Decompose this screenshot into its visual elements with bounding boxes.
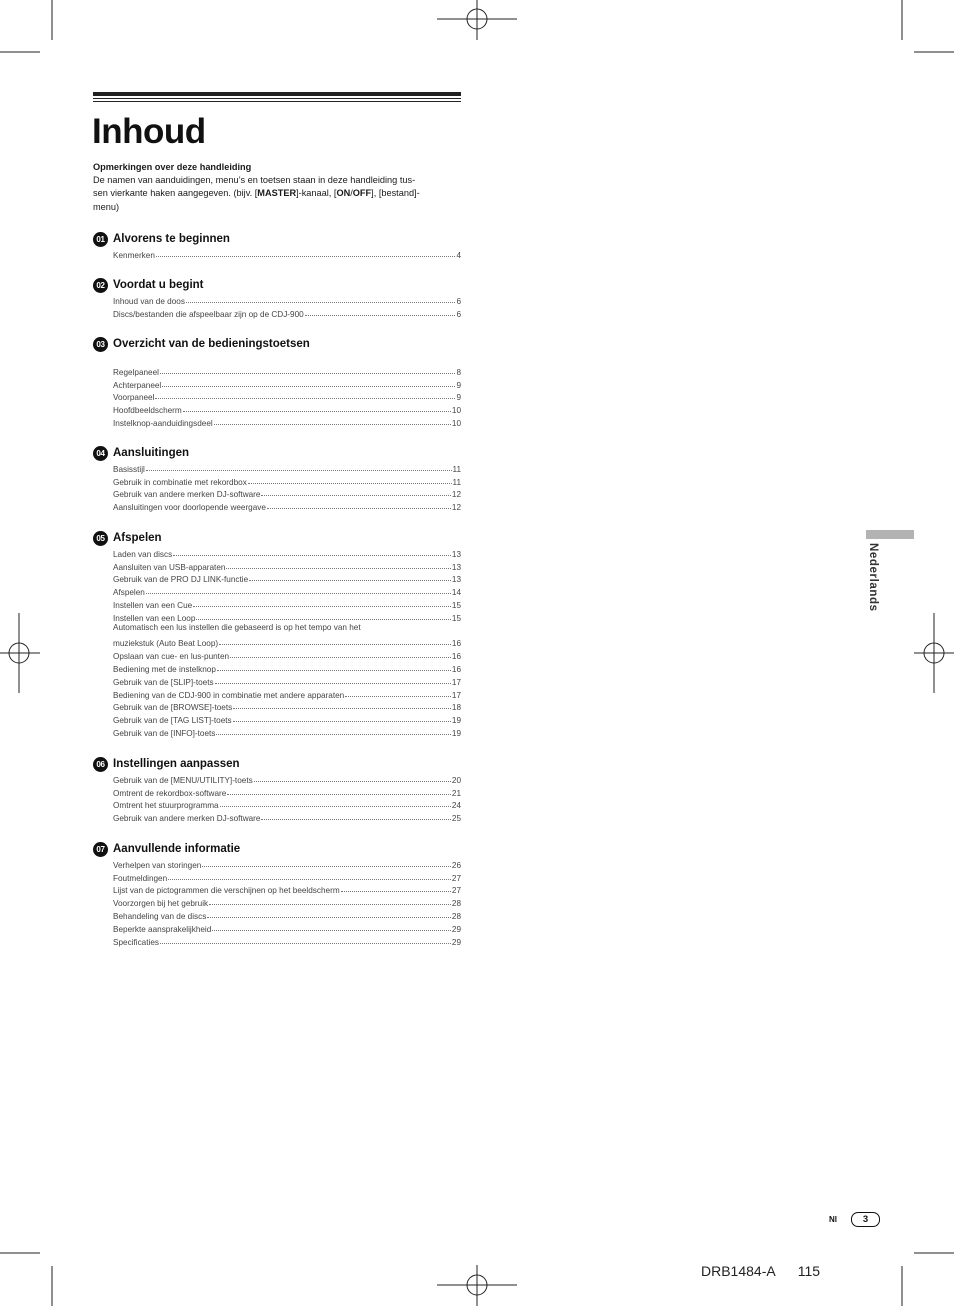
toc-section-07 [93, 841, 461, 947]
toc-entry[interactable]: Opslaan van cue- en lus-punten 16 [113, 652, 461, 662]
toc-entry[interactable]: Achterpaneel 9 [113, 380, 461, 390]
title-rules [93, 92, 461, 102]
toc-entry[interactable]: Gebruik van de PRO DJ LINK-functie 13 [113, 575, 461, 585]
toc-entry[interactable]: Gebruik van de [SLIP]-toets 17 [113, 677, 461, 687]
toc-entry[interactable]: Specificaties 29 [113, 937, 461, 947]
toc-entry[interactable]: Laden van discs 13 [113, 549, 461, 559]
toc-entry[interactable]: Gebruik van de [INFO]-toets 19 [113, 728, 461, 738]
notes-line: sen vierkante haken aangegeven. (bijv. [MASTER]-kanaal, [ON/OFF], [bestand]- [93, 188, 420, 199]
rule-thin [93, 101, 461, 102]
page-title: Inhoud [92, 112, 206, 151]
toc-entry[interactable]: Bediening met de instelknop 16 [113, 664, 461, 674]
toc-entry[interactable]: Omtrent het stuurprogramma 24 [113, 801, 461, 811]
toc-entry[interactable]: Voorzorgen bij het gebruik 28 [113, 899, 461, 909]
toc-entry[interactable]: Discs/bestanden die afspeelbaar zijn op de CDJ-900 6 [113, 309, 461, 319]
notes-title: Opmerkingen over deze handleiding [93, 162, 252, 172]
section-number-badge: 02 [93, 278, 108, 293]
toc-entry[interactable]: Beperkte aansprakelijkheid 29 [113, 924, 461, 934]
language-code: Nl [829, 1215, 837, 1224]
section-title[interactable]: Aansluitingen [113, 447, 190, 459]
page-number [829, 1212, 880, 1227]
toc-entry[interactable]: Gebruik van de [MENU/UTILITY]-toets 20 [113, 775, 461, 785]
rule-thin [93, 98, 461, 99]
section-number-badge: 06 [93, 757, 108, 772]
toc-entry[interactable]: Gebruik van andere merken DJ-software 25 [113, 814, 461, 824]
toc-entry[interactable]: Aansluitingen voor doorlopende weergave 12 [113, 503, 461, 513]
section-title[interactable]: Afspelen [113, 532, 162, 544]
footer [701, 1263, 820, 1279]
section-title[interactable]: Instellingen aanpassen [113, 758, 240, 770]
toc-entry[interactable]: Hoofdbeeldscherm 10 [113, 406, 461, 416]
section-title[interactable]: Alvorens te beginnen [113, 233, 230, 245]
toc-section-06 [93, 756, 461, 823]
notes-line: De namen van aanduidingen, menu’s en toetsen staan in deze handleiding tus- [93, 175, 416, 186]
section-title[interactable]: Voordat u begint [113, 279, 204, 291]
toc-entry[interactable]: Instellen van een Loop 15 [113, 613, 461, 623]
page-number-badge: 3 [851, 1212, 880, 1227]
toc-entry[interactable]: Bediening van de CDJ-900 in combinatie met andere apparaten 17 [113, 690, 461, 700]
toc-entry[interactable]: Omtrent de rekordbox-software 21 [113, 788, 461, 798]
language-side-label: Nederlands [867, 543, 879, 612]
toc-entry[interactable]: Automatisch een lus instellen die gebaseerd is op het tempo van het [113, 622, 361, 632]
section-number-badge: 07 [93, 842, 108, 857]
toc-section-01 [93, 231, 461, 260]
manual-notes [93, 161, 461, 214]
document-code: DRB1484-A [701, 1263, 776, 1279]
print-page-number: 115 [797, 1263, 821, 1279]
toc-entry[interactable]: Gebruik in combinatie met rekordbox 11 [113, 477, 461, 487]
toc-entry[interactable]: Voorpaneel 9 [113, 393, 461, 403]
toc-entry[interactable]: Instelknop-aanduidingsdeel 10 [113, 418, 461, 428]
toc-section-03 [93, 336, 461, 428]
toc-section-04 [93, 445, 461, 512]
toc-entry[interactable]: Afspelen 14 [113, 588, 461, 598]
language-side-tab [866, 530, 914, 539]
toc-entry[interactable]: Gebruik van de [BROWSE]-toets 18 [113, 703, 461, 713]
toc-section-05 [93, 530, 461, 738]
toc-section-02 [93, 277, 461, 319]
section-number-badge: 05 [93, 531, 108, 546]
toc-entry[interactable]: Foutmeldingen 27 [113, 873, 461, 883]
toc-entry[interactable]: Gebruik van andere merken DJ-software 12 [113, 490, 461, 500]
section-title[interactable]: Overzicht van de bedieningstoetsen [113, 338, 310, 350]
toc-entry[interactable]: Aansluiten van USB-apparaten 13 [113, 562, 461, 572]
section-number-badge: 01 [93, 232, 108, 247]
toc-entry[interactable]: Regelpaneel 8 [113, 367, 461, 377]
section-title[interactable]: Aanvullende informatie [113, 843, 241, 855]
toc-entry[interactable]: Behandeling van de discs 28 [113, 911, 461, 921]
toc-entry[interactable]: Inhoud van de doos 6 [113, 296, 461, 306]
toc-entry[interactable]: Lijst van de pictogrammen die verschijnen op het beeldscherm 27 [113, 886, 461, 896]
toc-entry[interactable]: Instellen van een Cue 15 [113, 600, 461, 610]
toc-entry[interactable]: Verhelpen van storingen 26 [113, 860, 461, 870]
toc-entry[interactable]: Gebruik van de [TAG LIST]-toets 19 [113, 716, 461, 726]
toc-entry[interactable]: Basisstijl 11 [113, 464, 461, 474]
section-number-badge: 03 [93, 337, 108, 352]
notes-line: menu) [93, 201, 120, 212]
rule-thick [93, 92, 461, 96]
toc-entry[interactable]: muziekstuk (Auto Beat Loop) 16 [113, 639, 461, 649]
section-number-badge: 04 [93, 446, 108, 461]
toc-entry[interactable]: Kenmerken 4 [113, 250, 461, 260]
